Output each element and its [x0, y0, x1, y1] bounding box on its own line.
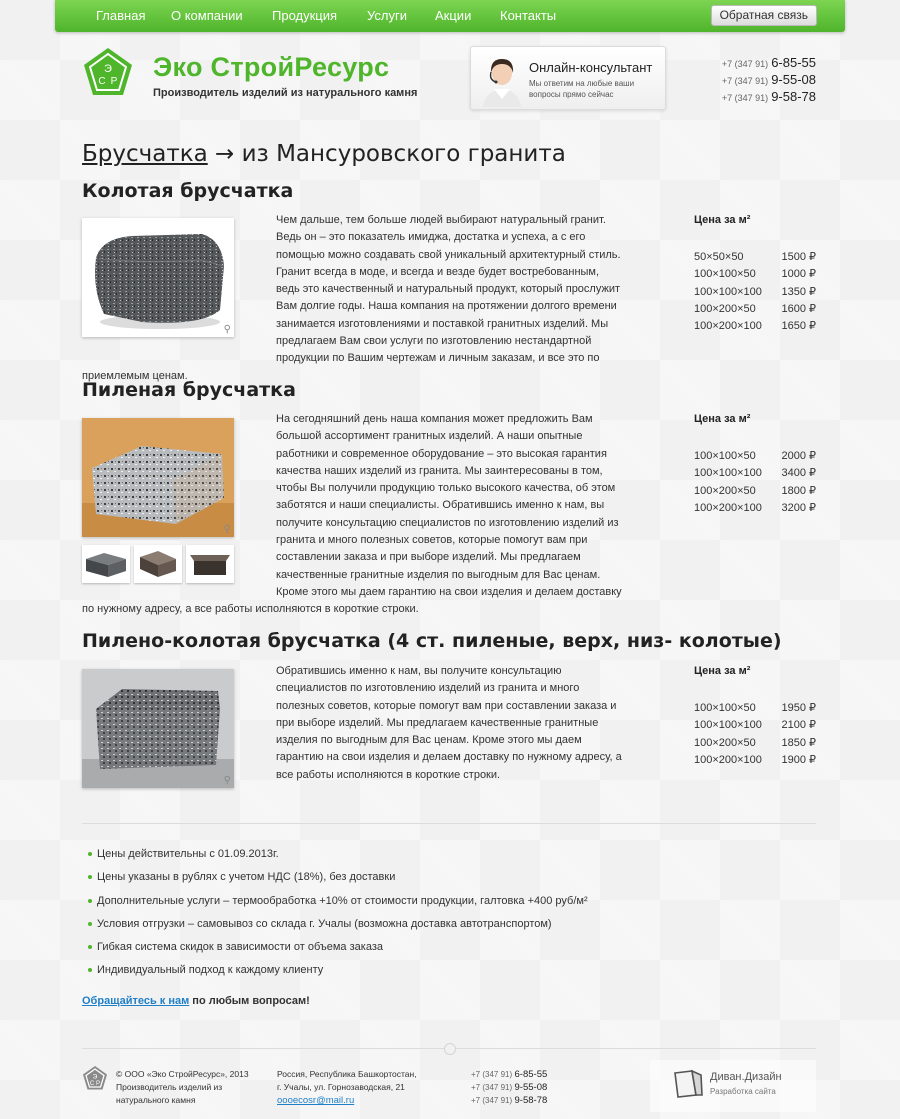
- consultant-subtitle: Мы ответим на любые ваши вопросы прямо сейчас: [529, 79, 635, 99]
- price-row: [694, 735, 816, 752]
- list-item: Дополнительные услуги – термообработка +10% от стоимости продукции, галтовка +400 руб/м²: [88, 895, 588, 918]
- footer-copyright: [116, 1068, 266, 1107]
- price-value: 1900 ₽: [781, 753, 816, 766]
- phone-number: 6-85-55: [771, 55, 816, 70]
- price-value: 1500 ₽: [781, 251, 816, 263]
- consultant-avatar: [479, 53, 525, 107]
- list-item: Условия отгрузки – самовывоз со склада г. Учалы (возможна доставка автотранспортом): [88, 918, 588, 941]
- price-notes-list: [88, 848, 588, 988]
- phone-line: [722, 55, 816, 72]
- phone-number: 9-58-78: [514, 1095, 548, 1106]
- logo-letter: Э: [104, 63, 112, 75]
- section-description: [82, 411, 622, 619]
- developer-credit[interactable]: [650, 1060, 816, 1112]
- price-row: [694, 465, 816, 482]
- nav-promos[interactable]: Акции: [435, 8, 472, 23]
- price-value: 2100 ₽: [781, 719, 816, 732]
- price-row: [694, 301, 816, 318]
- price-value: 1850 ₽: [781, 736, 816, 749]
- price-value: 1350 ₽: [781, 285, 816, 298]
- phone-code: +7 (347 91): [721, 93, 769, 103]
- phone-line: [471, 1068, 547, 1081]
- nav-home[interactable]: Главная: [96, 8, 146, 23]
- address-line: Россия, Республика Башкортостан,: [277, 1069, 417, 1079]
- header-phones: [722, 55, 816, 106]
- top-nav: [55, 0, 845, 32]
- company-logo[interactable]: [82, 46, 134, 98]
- section-text: Чем дальше, тем больше людей выбирают натуральный гранит. Ведь он – это показатель имиджа, достатка и успеха, а с его помощью можно создавать свой уникальный архитектурный стиль. Гранит всегда в моде, и всегда и везде будет востребованным, ведь это качественный и натуральный продукт, который прослужит Вам долгие годы. Наша компания на протяжении долгого времени занимается изготовлениями и поставкой гранитных изделий. Мы предлагаем Вам свои услуги по изготовлению нестандартной продукции по Вашим чертежам и личным заказам, и все это по приемлемым ценам.: [82, 214, 621, 382]
- price-size: 100×200×50: [694, 484, 756, 497]
- footer-address: [277, 1068, 447, 1107]
- phone-code: +7 (347 91): [721, 59, 769, 69]
- contact-link[interactable]: Обращайтесь к нам: [82, 995, 190, 1007]
- section-text: На сегодняшний день наша компания может предложить Вам большой ассортимент гранитных изделий. А наши опытные работники и современное оборудование – это высокая гарантия качества наших изделий из гранита. Мы заинтересованы в том, чтобы Вы получили продукцию только высокого качества, об этом заботятся и наши специалисты. Обратившись именно к нам, вы получите консультацию специалистов по изготовлению изделий из гранита и много полезных советов, которые помогут вам при составлении заказа и при выборе изделий. Мы предлагаем качественные гранитные изделия по выгодным для Вас ценам. Кроме этого мы даем гарантию на свои изделия и делаем доставку по нужному адресу, а все работы исполняются в короткие строки.: [82, 413, 622, 616]
- phone-code: +7 (347 91): [721, 76, 769, 86]
- list-item: Цены указаны в рублях с учетом НДС (18%), без доставки: [88, 871, 588, 894]
- nav-services[interactable]: Услуги: [367, 8, 407, 23]
- price-row: [694, 318, 816, 335]
- zoom-icon[interactable]: ⚲: [223, 775, 231, 786]
- price-row: [694, 700, 816, 717]
- price-header: Цена за м²: [694, 413, 751, 425]
- section-description: [82, 663, 622, 788]
- list-item: Индивидуальный подход к каждому клиенту: [88, 964, 588, 987]
- feedback-button[interactable]: Обратная связь: [711, 5, 817, 26]
- price-table: [694, 413, 816, 517]
- price-size: 100×100×50: [694, 268, 756, 281]
- section-title: Пиленая брусчатка: [82, 379, 296, 401]
- phone-number: 9-55-08: [771, 72, 816, 87]
- phone-code: +7 (347 91): [471, 1083, 513, 1092]
- price-size: 100×100×50: [694, 702, 756, 714]
- logo-letter: С: [98, 76, 106, 87]
- page-title: [82, 141, 566, 167]
- price-value: 1800 ₽: [781, 484, 816, 497]
- list-item: Гибкая система скидок в зависимости от объема заказа: [88, 941, 588, 964]
- page-title-text: → из Мансуровского гранита: [207, 141, 566, 167]
- price-size: 100×100×50: [694, 450, 756, 462]
- zoom-icon[interactable]: ⚲: [223, 524, 231, 535]
- online-consultant-widget[interactable]: [470, 46, 666, 110]
- price-row: [694, 266, 816, 283]
- phone-line: [722, 89, 816, 106]
- price-size: 100×200×100: [694, 753, 762, 766]
- price-row: [694, 500, 816, 517]
- logo-letter: Р: [95, 1081, 101, 1087]
- price-size: 100×200×50: [694, 736, 756, 749]
- price-size: 100×200×100: [694, 320, 762, 333]
- price-table: [694, 665, 816, 769]
- footer-ornament: [444, 1043, 456, 1055]
- price-row: [694, 448, 816, 465]
- logo-letter: Э: [92, 1073, 98, 1081]
- price-size: 100×100×100: [694, 467, 762, 480]
- breadcrumb-link[interactable]: Брусчатка: [82, 141, 208, 167]
- copyright-line: Производитель изделий из: [116, 1082, 223, 1092]
- developer-subtitle: Разработка сайта: [710, 1087, 776, 1096]
- list-item: Цены действительны с 01.09.2013г.: [88, 848, 588, 871]
- phone-line: [471, 1081, 547, 1094]
- price-size: 100×100×100: [694, 719, 762, 732]
- email-link[interactable]: oooecosr@mail.ru: [277, 1095, 355, 1106]
- footer-logo[interactable]: [82, 1065, 108, 1091]
- zoom-icon[interactable]: ⚲: [223, 324, 231, 335]
- phone-line: [722, 72, 816, 89]
- logo-letter: Р: [110, 76, 118, 87]
- nav-contacts[interactable]: Контакты: [500, 8, 557, 23]
- footer-phones: [471, 1068, 547, 1107]
- section-title: Пилено-колотая брусчатка (4 ст. пиленые, верх, низ- колотые): [82, 630, 782, 652]
- address-line: г. Учалы, ул. Горнозаводская, 21: [277, 1082, 405, 1092]
- price-value: 1950 ₽: [781, 702, 816, 714]
- section-description: [82, 212, 622, 385]
- price-size: 100×100×100: [694, 285, 762, 298]
- phone-number: 9-58-78: [771, 89, 816, 104]
- logo-letter: С: [89, 1081, 95, 1087]
- price-value: 2000 ₽: [781, 450, 816, 462]
- price-size: 100×200×100: [694, 501, 762, 514]
- price-row: [694, 284, 816, 301]
- phone-code: +7 (347 91): [471, 1096, 513, 1105]
- price-value: 3200 ₽: [781, 501, 816, 514]
- price-value: 3400 ₽: [781, 467, 816, 480]
- nav-about[interactable]: О компании: [171, 8, 243, 23]
- price-size: 50×50×50: [694, 251, 744, 263]
- phone-number: 6-85-55: [514, 1069, 548, 1080]
- section-text: Обратившись именно к нам, вы получите консультацию специалистов по изготовлению изделий из гранита и много полезных советов, которые помогут вам при составлении заказа и при выборе изделий. Мы предлагаем качественные гранитные изделия по выгодным для Вас ценам. Кроме этого мы даем гарантию на свои изделия и делаем доставку по нужному адресу, а все работы исполняются в короткие строки.: [276, 665, 622, 781]
- brand-tagline: Производитель изделий из натурального камня: [153, 87, 418, 99]
- price-size: 100×200×50: [694, 302, 756, 315]
- price-value: 1000 ₽: [781, 268, 816, 281]
- price-header: Цена за м²: [694, 665, 751, 677]
- price-row: [694, 483, 816, 500]
- copyright-line: © ООО «Эко СтройРесурс», 2013: [116, 1069, 249, 1079]
- developer-logo-icon: [672, 1069, 704, 1099]
- copyright-line: натурального камня: [116, 1095, 196, 1105]
- developer-name: Диван.Дизайн: [710, 1071, 782, 1083]
- phone-line: [471, 1094, 547, 1107]
- price-value: 1650 ₽: [781, 320, 816, 333]
- price-value: 1600 ₽: [781, 302, 816, 315]
- consultant-title: Онлайн-консультант: [529, 60, 653, 75]
- phone-code: +7 (347 91): [471, 1070, 513, 1079]
- contact-cta: [82, 995, 310, 1007]
- price-table: [694, 214, 816, 335]
- price-header: Цена за м²: [694, 214, 751, 226]
- price-row: [694, 752, 816, 769]
- divider: [82, 823, 816, 824]
- price-row: [694, 249, 816, 266]
- section-title: Колотая брусчатка: [82, 180, 294, 202]
- nav-products[interactable]: Продукция: [272, 8, 338, 23]
- brand-name[interactable]: Эко СтройРесурс: [153, 52, 390, 82]
- phone-number: 9-55-08: [514, 1082, 548, 1093]
- cta-text: по любым вопросам!: [189, 995, 310, 1007]
- price-row: [694, 717, 816, 734]
